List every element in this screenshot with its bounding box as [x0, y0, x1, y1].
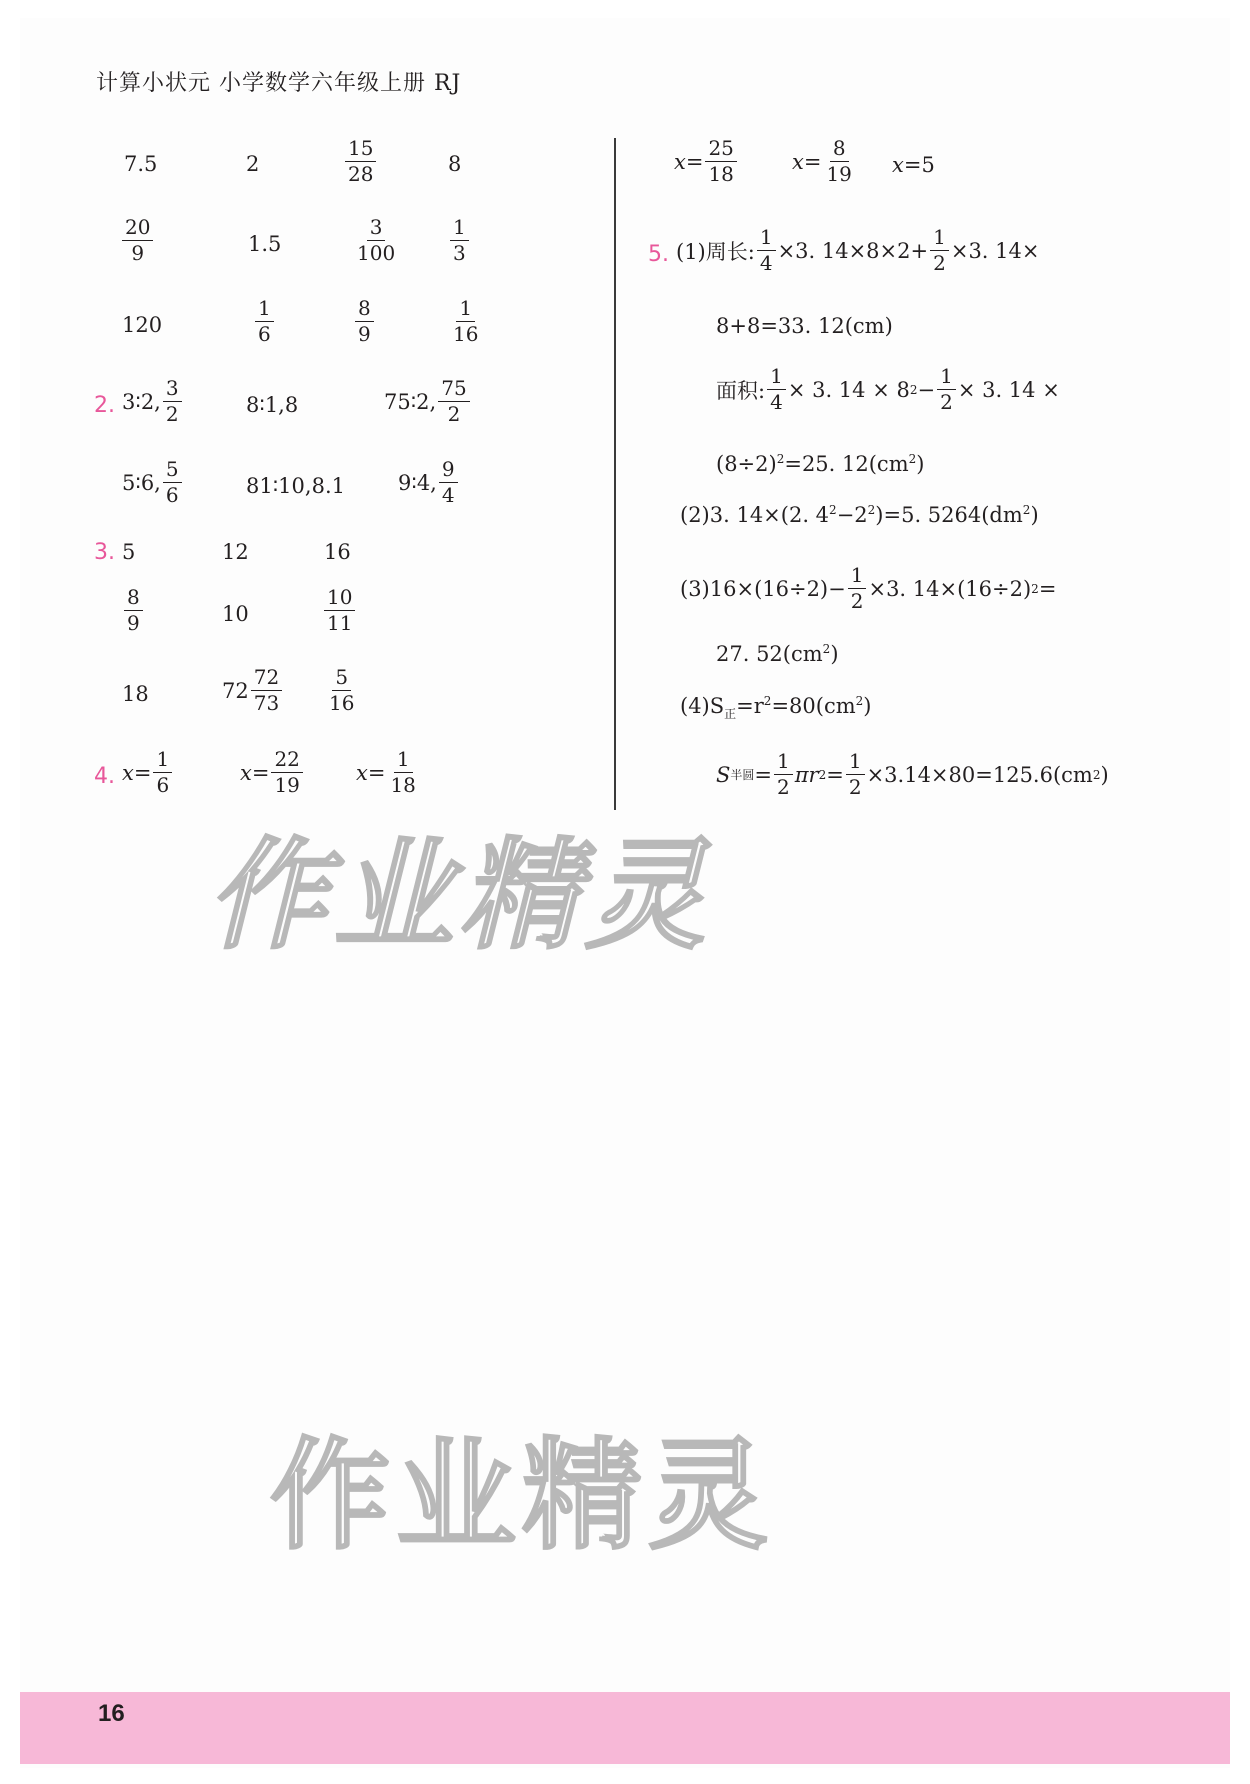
- answer-value: 7.5: [124, 152, 158, 176]
- solution-perimeter: (1)周长: $\frac{1}{4}$ ×3. 14×8×2+ $\frac{1}{2}$ ×3. 14×: [676, 225, 1040, 275]
- solution-part-3: (3)16×(16÷2)− $\frac{1}{2}$ ×3. 14×(16÷2) 2 =: [680, 563, 1057, 613]
- answer-value: 8: [448, 152, 462, 176]
- answer-value: 5: [122, 540, 136, 564]
- answer-fraction: $\frac{1}{3}$: [448, 216, 471, 265]
- answer-fraction: $\frac{1}{16}$: [453, 296, 479, 346]
- answer-mixed-number: 72 $\frac{72}{73}$: [222, 666, 284, 715]
- page-header: 计算小状元 小学数学六年级上册 RJ: [96, 71, 462, 96]
- answer-fraction: $\frac{3}{100}$: [357, 215, 396, 265]
- column-divider: [614, 138, 616, 810]
- solution-semicircle: S 半圆 = $\frac{1}{2}$ πr 2 = $\frac{1}{2}$ ×3.14×80=125.6(cm 2 ): [716, 749, 1109, 799]
- solution-line: 8+8=33. 12(cm): [716, 314, 893, 338]
- answer-value: 16: [324, 540, 351, 564]
- solution-part-2: (2)3. 14×(2. $4^2-2^2)=5$. $5264(dm^2)$: [680, 503, 1039, 527]
- equation-solution: x= $\frac{8}{19}$: [792, 136, 852, 186]
- answer-value: 2: [246, 152, 260, 176]
- answer-value: 18: [122, 682, 149, 706]
- solution-line: 27. $52(cm^2)$: [716, 642, 839, 666]
- equation-solution: x= 5: [892, 153, 935, 177]
- question-number: 4.: [94, 764, 115, 789]
- equation-solution: x= $\frac{22}{19}$: [240, 748, 305, 797]
- answer-value: 120: [122, 313, 163, 337]
- answer-fraction: $\frac{20}{9}$: [120, 216, 155, 265]
- equation-solution: x= $\frac{1}{6}$: [122, 748, 174, 797]
- answer-fraction: $\frac{8}{9}$: [353, 297, 376, 346]
- equation-solution: x= $\frac{1}{18}$: [356, 747, 416, 797]
- question-number: 3.: [94, 540, 115, 565]
- question-number: 2.: [94, 393, 115, 418]
- answer-ratio: 5∶6, $\frac{5}{6}$: [122, 458, 184, 507]
- solution-part-4: $(4)S_正=r^2=80(cm^2)$: [680, 694, 872, 722]
- answer-fraction: $\frac{10}{11}$: [322, 586, 357, 635]
- answer-ratio: 8∶1,8: [246, 393, 299, 417]
- answer-value: 10: [222, 602, 249, 626]
- answer-fraction: $\frac{1}{6}$: [253, 297, 276, 346]
- watermark-upper: 作业精灵: [200, 827, 739, 966]
- question-number: 5.: [648, 242, 669, 267]
- answer-fraction: $\frac{15}{28}$: [343, 137, 378, 186]
- solution-area: 面积: $\frac{1}{4}$ × 3. 14 × 8 2 − $\frac{1}{2}$ × 3. 14 ×: [716, 364, 1060, 414]
- equation-solution: x= $\frac{25}{18}$: [674, 137, 739, 186]
- answer-fraction: $\frac{5}{16}$: [329, 665, 355, 715]
- answer-fraction: $\frac{8}{9}$: [122, 586, 145, 635]
- page-number: 16: [98, 1700, 125, 1727]
- watermark-lower: 作业精灵: [270, 1427, 774, 1566]
- answer-ratio: 81∶10,8.1: [246, 474, 345, 498]
- answer-value: 1.5: [248, 232, 282, 256]
- solution-line: $(8\div 2)^2=25$. $12(cm^2)$: [716, 452, 925, 476]
- answer-ratio: 9∶4, $\frac{9}{4}$: [398, 458, 460, 507]
- answer-ratio: 3∶2, $\frac{3}{2}$: [122, 377, 184, 426]
- answer-value: 12: [222, 540, 249, 564]
- answer-ratio: 75∶2, $\frac{75}{2}$: [384, 377, 472, 426]
- footer-band: [20, 1692, 1230, 1764]
